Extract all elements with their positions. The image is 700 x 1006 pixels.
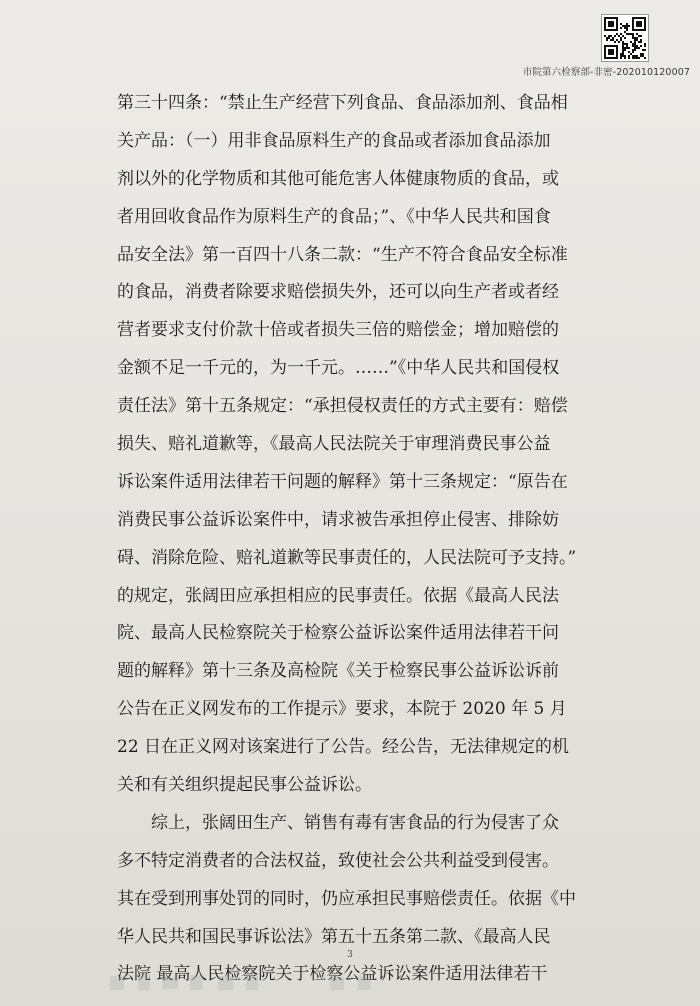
text-line: 多不特定消费者的合法权益，致使社会公共利益受到侵害。	[117, 850, 559, 871]
text-line: 者用回收食品作为原料生产的食品；”、《中华人民共和国食	[117, 206, 551, 227]
bleed-through-marks	[100, 968, 520, 998]
text-line: 金额不足一千元的，为一千元。……”《中华人民共和国侵权	[117, 358, 560, 379]
text-line: 的规定，张阔田应承担相应的民事责任。依据《最高人民法	[117, 585, 559, 606]
text-line: 诉讼案件适用法律若干问题的解释》第十三条规定：“原告在	[117, 471, 568, 492]
text-line: 其在受到刑事处罚的同时，仍应承担民事赔偿责任。依据《中	[117, 888, 576, 909]
text-line: 消费民事公益诉讼案件中，请求被告承担停止侵害、排除妨	[117, 509, 559, 530]
text-line: 公告在正义网发布的工作提示》要求，本院于 2020 年 5 月	[117, 699, 567, 720]
text-line: 第三十四条：“禁止生产经营下列食品、食品添加剂、食品相	[117, 93, 568, 113]
text-line: 关产品：（一）用非食品原料生产的食品或者添加食品添加	[117, 130, 551, 151]
text-line: 营者要求支付价款十倍或者损失三倍的赔偿金；增加赔偿的	[117, 320, 559, 341]
text-line: 综上，张阔田生产、销售有毒有害食品的行为侵害了众	[117, 812, 559, 833]
body-text	[117, 88, 603, 997]
qr-code-image	[601, 14, 649, 62]
text-line: 法院 最高人民检察院关于检察公益诉讼案件适用法律若干	[117, 964, 548, 985]
text-line: 碍、消除危险、赔礼道歉等民事责任的，人民法院可予支持。”	[117, 547, 577, 568]
text-line: 关和有关组织提起民事公益诉讼。	[117, 775, 372, 796]
text-line: 华人民共和国民事诉讼法》第五十五条第二款、《最高人民	[117, 926, 551, 947]
page-number: 3	[347, 950, 353, 960]
text-line: 损失、赔礼道歉等，《最高人民法院关于审理消费民事公益	[117, 434, 551, 455]
text-line: 剂以外的化学物质和其他可能危害人体健康物质的食品，或	[117, 168, 559, 189]
document-code: 市院第六检察部-非密-202010120007	[522, 67, 690, 78]
text-line: 品安全法》第一百四十八条二款：“生产不符合食品安全标准	[117, 244, 568, 265]
text-line: 22 日在正义网对该案进行了公告。经公告，无法律规定的机	[117, 737, 570, 758]
text-line: 责任法》第十五条规定：“承担侵权责任的方式主要有：赔偿	[117, 396, 568, 417]
text-line: 题的解释》第十三条及高检院《关于检察民事公益诉讼诉前	[117, 661, 559, 682]
text-line: 院、最高人民检察院关于检察公益诉讼案件适用法律若干问	[117, 623, 559, 644]
text-line: 的食品，消费者除要求赔偿损失外，还可以向生产者或者经	[117, 282, 559, 303]
